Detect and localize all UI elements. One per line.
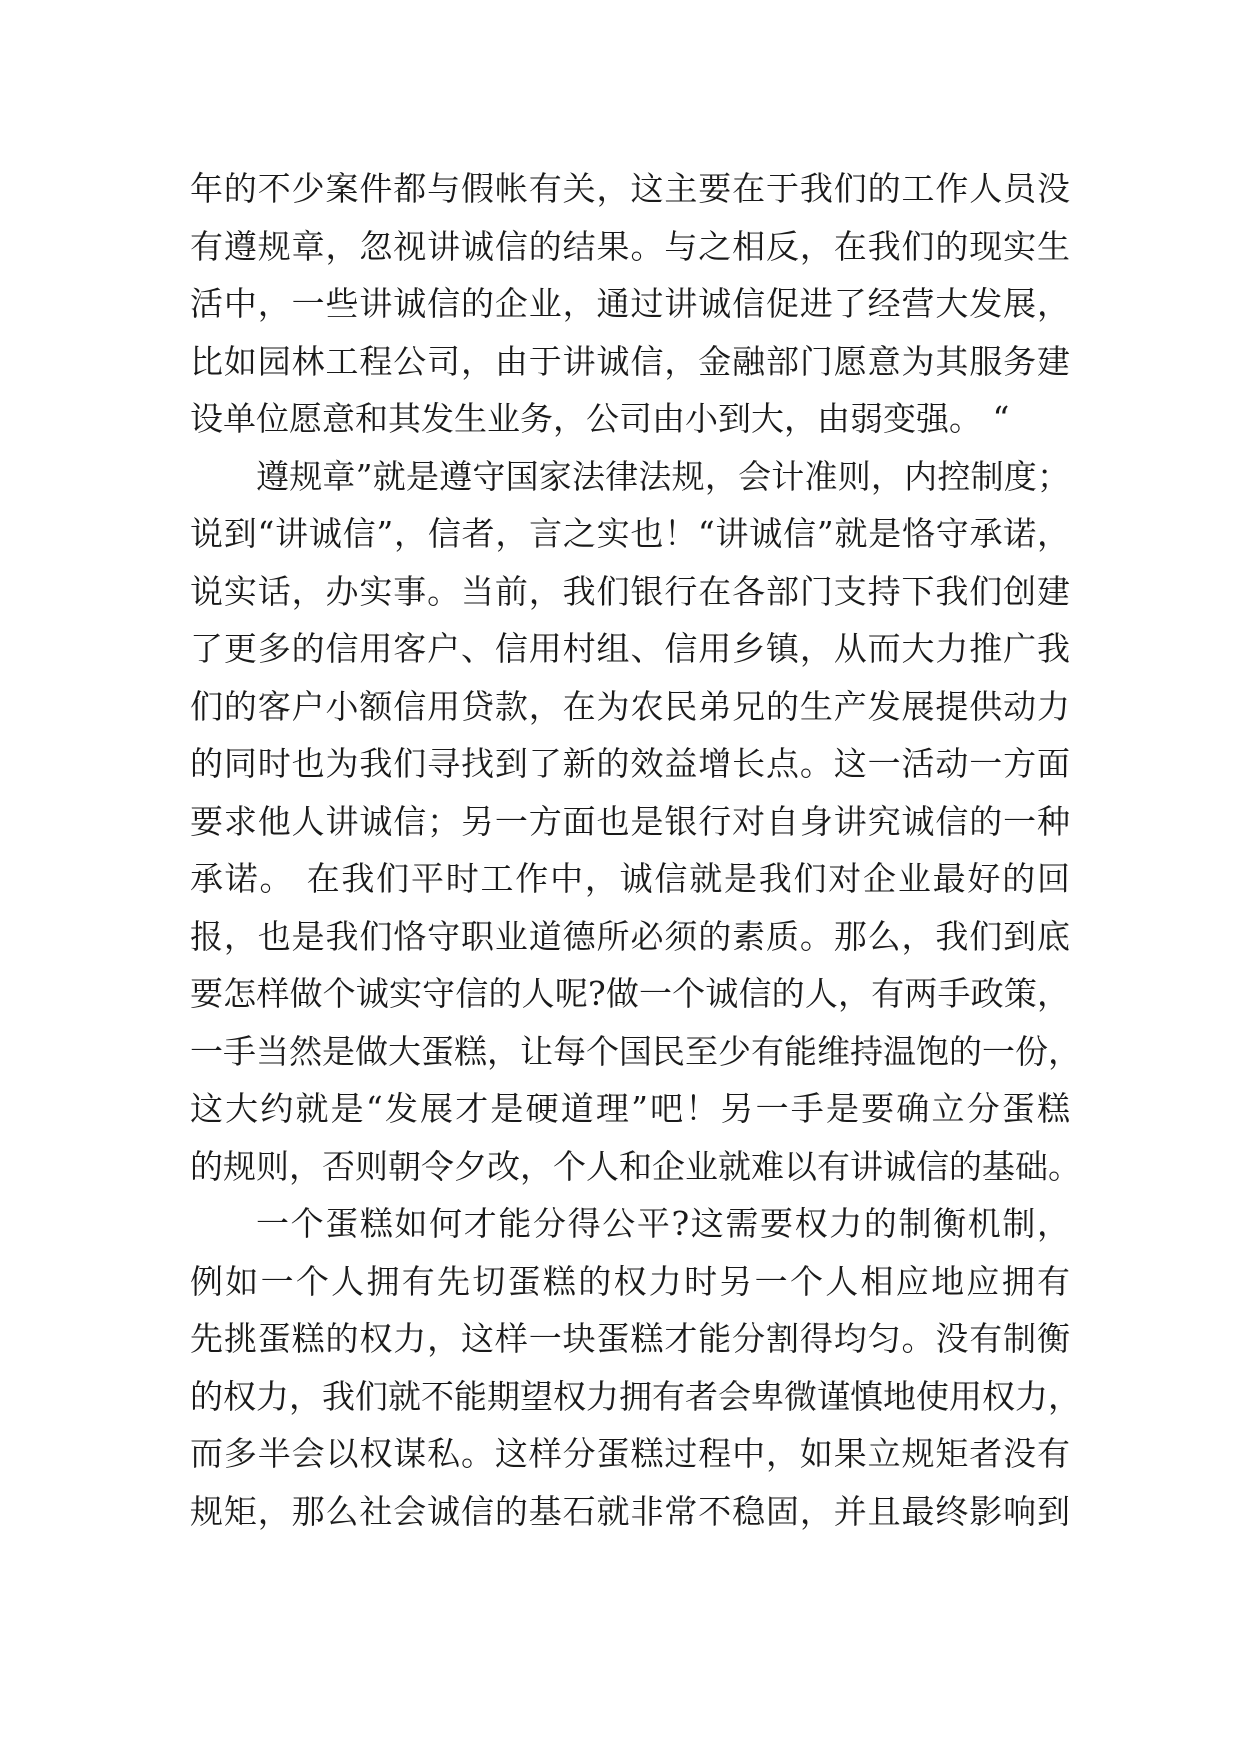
text-line: 承诺。 在我们平时工作中，诚信就是我们对企业最好的回 bbox=[190, 859, 1070, 898]
text-line: 比如园林工程公司，由于讲诚信，金融部门愿意为其服务建 bbox=[190, 341, 1070, 381]
text-line: 例如一个人拥有先切蛋糕的权力时另一个人相应地应拥有 bbox=[190, 1261, 1070, 1301]
body-text bbox=[190, 160, 1081, 1540]
text-line: 要求他人讲诚信；另一方面也是银行对自身讲究诚信的一种 bbox=[190, 801, 1070, 841]
text-line: 的规则，否则朝令夕改，个人和企业就难以有讲诚信的基础。 bbox=[190, 1146, 1081, 1186]
text-line: 先挑蛋糕的权力，这样一块蛋糕才能分割得均匀。没有制衡 bbox=[190, 1319, 1070, 1358]
text-line: 说实话，办实事。当前，我们银行在各部门支持下我们创建 bbox=[190, 571, 1070, 611]
text-line: 有遵规章，忽视讲诚信的结果。与之相反，在我们的现实生 bbox=[190, 226, 1070, 266]
text-line: 一个蛋糕如何才能分得公平?这需要权力的制衡机制， bbox=[256, 1204, 1070, 1243]
text-line: 要怎样做个诚实守信的人呢?做一个诚信的人，有两手政策， bbox=[190, 974, 1070, 1013]
text-line: 报，也是我们恪守职业道德所必须的素质。那么，我们到底 bbox=[190, 916, 1070, 956]
text-line: 说到“讲诚信”，信者，言之实也！“讲诚信”就是恪守承诺， bbox=[190, 514, 1070, 553]
text-line: 了更多的信用客户、信用村组、信用乡镇，从而大力推广我 bbox=[190, 629, 1070, 668]
text-line: 一手当然是做大蛋糕，让每个国民至少有能维持温饱的一份， bbox=[190, 1031, 1081, 1071]
text-line: 而多半会以权谋私。这样分蛋糕过程中，如果立规矩者没有 bbox=[190, 1434, 1070, 1473]
text-line: 活中，一些讲诚信的企业，通过讲诚信促进了经营大发展， bbox=[190, 284, 1070, 323]
text-line: 们的客户小额信用贷款，在为农民弟兄的生产发展提供动力 bbox=[190, 686, 1070, 726]
text-line: 的权力，我们就不能期望权力拥有者会卑微谨慎地使用权力， bbox=[190, 1376, 1081, 1416]
text-line: 设单位愿意和其发生业务，公司由小到大，由弱变强。 “ bbox=[190, 399, 1010, 438]
text-line: 的同时也为我们寻找到了新的效益增长点。这一活动一方面 bbox=[190, 744, 1070, 783]
text-line: 这大约就是“发展才是硬道理”吧！另一手是要确立分蛋糕 bbox=[190, 1089, 1070, 1128]
text-line: 年的不少案件都与假帐有关，这主要在于我们的工作人员没 bbox=[190, 169, 1070, 208]
text-line: 规矩，那么社会诚信的基石就非常不稳固，并且最终影响到 bbox=[190, 1491, 1070, 1531]
text-line: 遵规章”就是遵守国家法律法规，会计准则，内控制度； bbox=[256, 456, 1070, 496]
